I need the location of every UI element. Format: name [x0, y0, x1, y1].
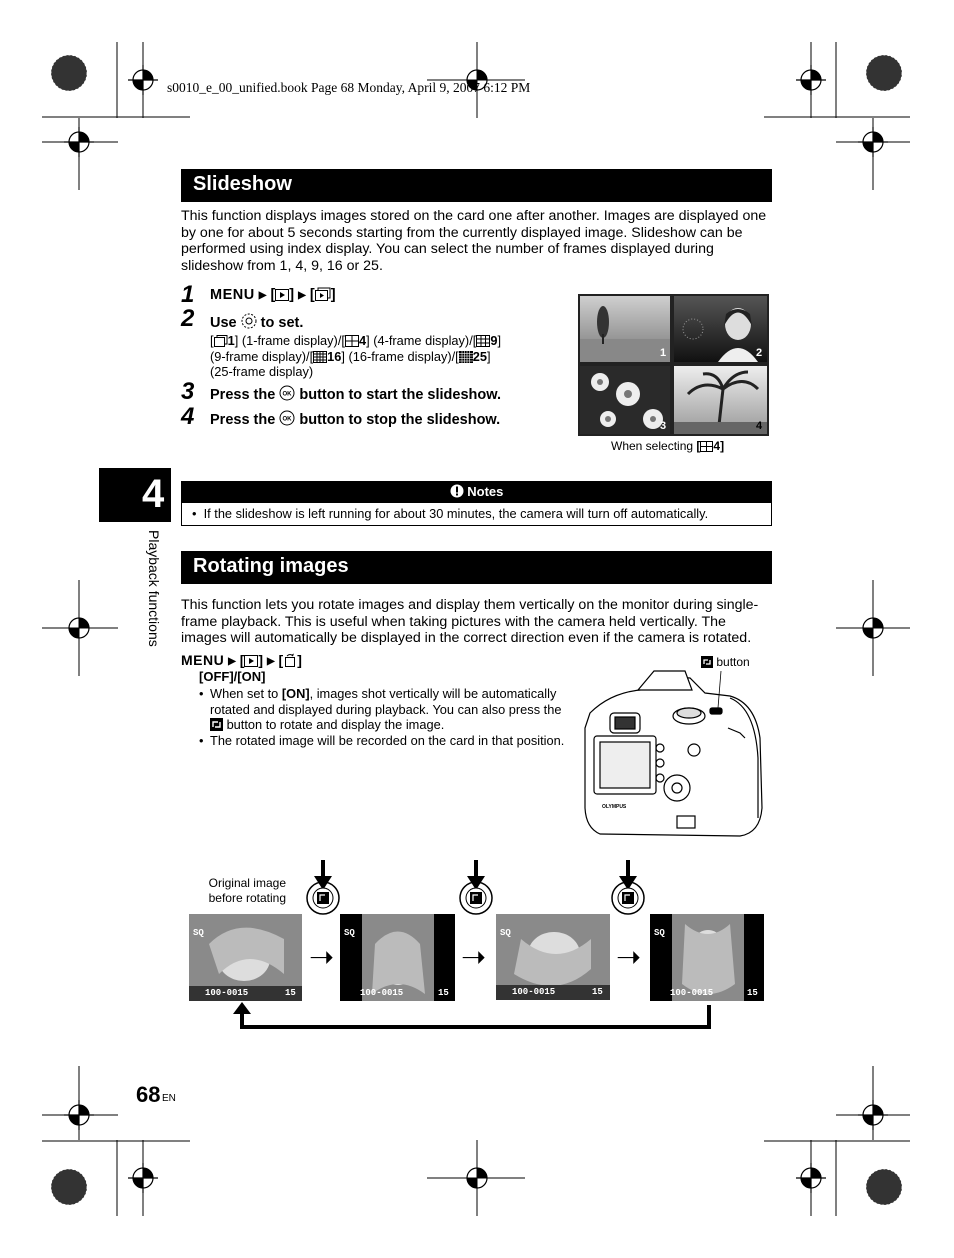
frame-options: [ 1] (1-frame display)/[ 4] (4-frame display)/[ 9] (9-frame display)/[ 16] (16-frame display)/[ 25] (25-frame display): [210, 333, 501, 379]
notes-header: [182, 482, 771, 503]
step-3-text: [210, 385, 501, 403]
button-label-text: button: [716, 655, 750, 669]
arrow-right-icon: ▶: [228, 656, 236, 667]
lcd-file: 100-0015: [205, 988, 249, 998]
step-2-number: 2: [181, 305, 195, 332]
step-1-number: 1: [181, 281, 195, 308]
four-frame-photos: [578, 294, 769, 436]
lcd-original: [189, 914, 302, 1001]
playback-icon: [244, 655, 258, 667]
rotating-options: [OFF]/[ON]: [199, 669, 266, 684]
step-1-text: MENU ▶ [ ] ▶ [ ]: [210, 287, 336, 303]
svg-text:OK: OK: [282, 391, 292, 398]
lcd-quality: SQ: [193, 928, 204, 938]
warning-icon: [450, 484, 464, 498]
frame-number-2: 2: [756, 347, 763, 359]
option-16-value: 16: [327, 348, 342, 364]
menu-label: MENU: [210, 287, 255, 303]
step-3-text-a: Press the: [210, 387, 276, 403]
original-label-line-1: Original image: [208, 876, 286, 890]
bullet-1-on: [ON]: [281, 686, 310, 701]
option-9-desc: (9-frame display)/: [210, 348, 310, 364]
step-4-text-b: button to stop the slideshow.: [299, 412, 501, 428]
step-2-text: [210, 313, 303, 331]
step-3-text-b: button to start the slideshow.: [299, 387, 502, 403]
notes-title: Notes: [467, 484, 504, 499]
single-frame-icon: [214, 335, 228, 347]
lcd-file: 100-0015: [512, 987, 556, 997]
arrow-pad-icon: [241, 313, 257, 329]
menu-label: MENU: [181, 652, 225, 668]
index-25-icon: [459, 351, 473, 363]
rotating-intro: This function lets you rotate images and display them vertically on the monitor during single-frame playback. This is useful when taking pictures with the camera held vertically. The images will automatically be displayed in the correct direction even if the camera is rotated.: [181, 597, 759, 647]
lcd-quality: SQ: [500, 928, 511, 938]
step-4-text-a: Press the: [210, 412, 276, 428]
step-2-text-a: Use: [210, 315, 237, 331]
caption-text: When selecting: [611, 439, 694, 453]
lcd-count: 15: [438, 988, 449, 998]
step-2-text-b: to set.: [260, 315, 304, 331]
notes-text: • If the slideshow is left running for about 30 minutes, the camera will turn off automatically.: [192, 506, 709, 521]
rotating-bullet-1: • When set to [ON], images shot vertically will be automatically rotated and displayed during playback. You can also press the button to rotate and display the image.: [199, 686, 562, 732]
lcd-rotated-1: [340, 914, 455, 1001]
arrow-right-icon: ▶: [258, 290, 267, 301]
ok-button-icon: [279, 385, 295, 401]
frame-number-4: 4: [756, 420, 763, 432]
lcd-count: 15: [592, 987, 603, 997]
index-16-icon: [313, 351, 327, 363]
original-label-line-2: before rotating: [208, 891, 286, 905]
option-4-value: 4: [358, 333, 367, 348]
language-code: EN: [162, 1093, 176, 1104]
bullet-1-c: button to rotate and display the image.: [226, 717, 445, 732]
arrow-right-icon: ➝: [461, 941, 487, 974]
notes-text-body: If the slideshow is left running for about 30 minutes, the camera will turn off automatically.: [203, 506, 709, 521]
lcd-count: 15: [285, 988, 296, 998]
lcd-count: 15: [747, 988, 758, 998]
caption-value: 4: [713, 439, 721, 453]
lcd-file: 100-0015: [360, 988, 404, 998]
arrow-right-icon: ➝: [309, 941, 335, 974]
rotating-heading: Rotating images: [181, 551, 772, 584]
option-25-desc: (25-frame display): [210, 364, 314, 379]
bullet-2-text: The rotated image will be recorded on the card in that position.: [210, 733, 565, 748]
step-3-number: 3: [181, 378, 195, 405]
arrow-right-icon: ▶: [298, 290, 306, 301]
option-16-desc: (16-frame display)/: [348, 348, 456, 364]
playback-icon: [275, 289, 289, 301]
rotate-button-icon: [701, 656, 713, 668]
bullet-1-b: , images shot vertically will be automatically rotated and displayed during playback. You can also press the: [210, 686, 562, 717]
option-4-desc: (4-frame display)/: [373, 333, 473, 348]
lcd-quality: SQ: [344, 928, 355, 938]
slideshow-icon: [315, 287, 331, 301]
rotating-menu-path: MENU ▶ [ ] ▶ [ ]: [181, 652, 302, 668]
file-header-line: s0010_e_00_unified.book Page 68 Monday, April 9, 2007 6:12 PM: [167, 80, 531, 95]
option-9-value: 9: [490, 333, 498, 348]
chapter-tab: 4: [99, 468, 171, 522]
press-indicators: [300, 860, 660, 920]
return-arrow: [230, 1000, 720, 1035]
slideshow-heading: Slideshow: [181, 169, 772, 202]
lcd-quality: SQ: [654, 928, 665, 938]
chapter-side-label: Playback functions: [146, 530, 162, 647]
lcd-file: 100-0015: [670, 988, 714, 998]
notes-box: [181, 481, 772, 526]
rotating-bullet-2: • The rotated image will be recorded on the card in that position.: [199, 733, 574, 749]
page-number: 68: [136, 1082, 161, 1107]
option-25-value: 25: [472, 348, 487, 364]
camera-illustration: [580, 668, 770, 843]
four-frame-example: [578, 294, 769, 436]
four-frame-caption: When selecting [ 4]: [611, 439, 725, 453]
step-4-text: [210, 410, 500, 428]
index-4-icon: [345, 335, 359, 347]
camera-brand: OLYMPUS: [602, 804, 627, 810]
lcd-rotated-3: [650, 914, 764, 1001]
option-1-desc: (1-frame display)/: [241, 333, 342, 348]
bullet-1-a: When set to: [210, 686, 279, 701]
original-image-label: [196, 876, 286, 906]
option-1-value: 1: [227, 333, 235, 348]
index-4-icon: [700, 441, 713, 452]
index-9-icon: [476, 335, 490, 347]
rotate-button-label: [701, 655, 750, 669]
rotate-button-icon: [210, 718, 223, 731]
frame-number-3: 3: [660, 420, 667, 432]
ok-button-icon: [279, 410, 295, 426]
arrow-right-icon: ➝: [616, 941, 642, 974]
rotate-icon: [283, 653, 297, 667]
step-4-number: 4: [181, 403, 195, 430]
frame-number-1: 1: [660, 347, 667, 359]
slideshow-intro: This function displays images stored on the card one after another. Images are displayed one by one for about 5 seconds starting from the currently displayed image. Slideshow can be performed using index display. You can select the number of frames displayed during slideshow from 1, 4, 9, 16 or 25.: [181, 208, 767, 274]
svg-text:OK: OK: [282, 416, 292, 423]
arrow-right-icon: ▶: [266, 656, 275, 667]
lcd-rotated-2: [496, 914, 610, 1000]
